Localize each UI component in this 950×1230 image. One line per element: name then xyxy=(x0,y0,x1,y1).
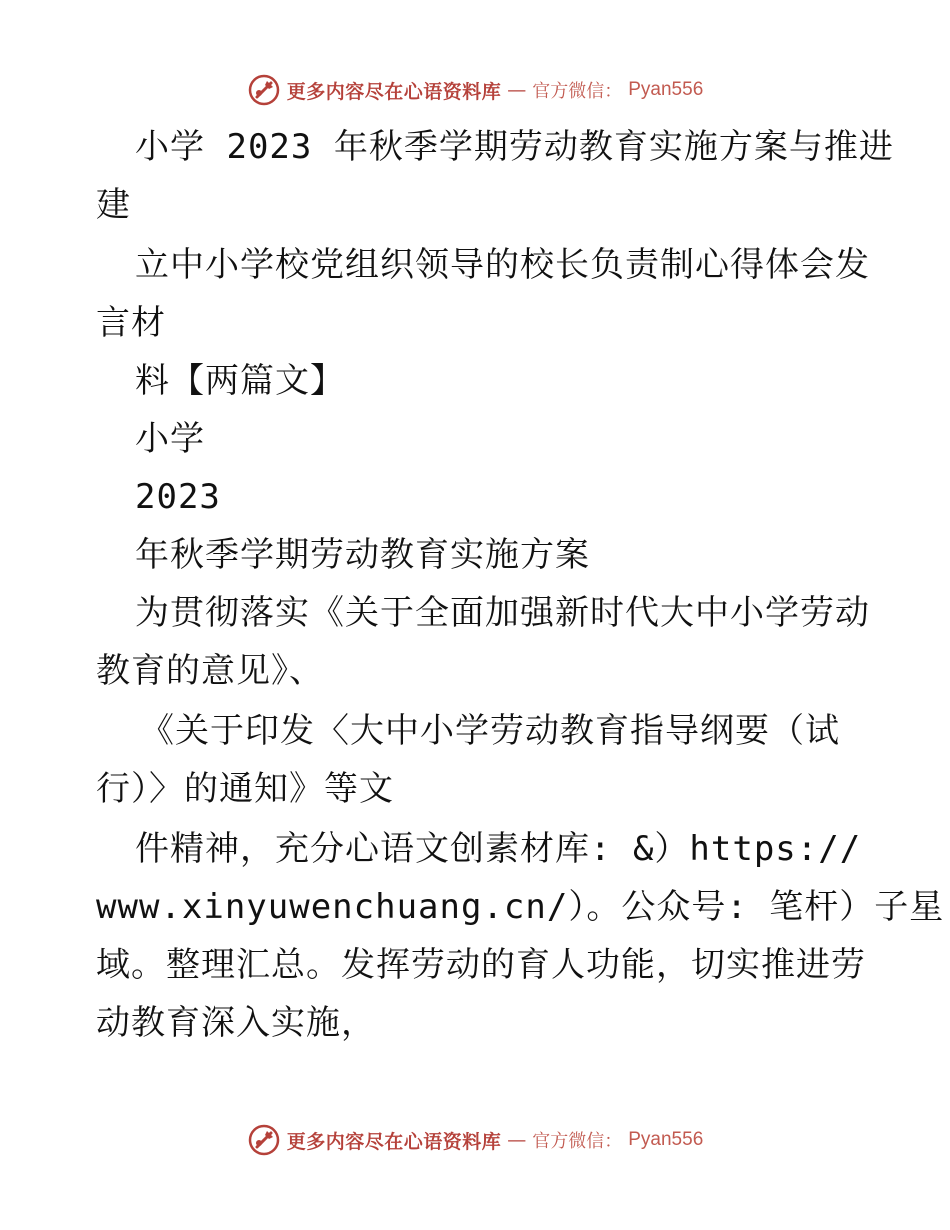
doc-line-8: 年秋季学期劳动教育实施方案 xyxy=(135,535,590,575)
doc-line-13: 件精神，充分心语文创素材库: &）https:// xyxy=(135,829,862,869)
wechat-label: 官方微信： xyxy=(532,1131,623,1152)
doc-line-6: 小学 xyxy=(135,419,205,459)
doc-line-16: 动教育深入实施， xyxy=(96,1003,376,1043)
doc-line-5: 料【两篇文】 xyxy=(135,361,345,401)
doc-line-7: 2023 xyxy=(135,477,221,517)
logo-icon xyxy=(247,1123,281,1157)
header-banner xyxy=(0,70,950,110)
doc-line-12: 行）〉的通知》等文 xyxy=(96,769,394,809)
doc-line-11: 《关于印发〈大中小学劳动教育指导纲要（试 xyxy=(140,711,840,751)
banner-text: 更多内容尽在心语资料库 xyxy=(286,80,502,103)
banner-separator: — xyxy=(507,1129,527,1151)
banner-separator: — xyxy=(507,79,527,101)
wechat-label: 官方微信： xyxy=(532,81,623,102)
doc-line-14: www.xinyuwenchuang.cn/）。公众号: 笔杆）子星 xyxy=(96,887,945,927)
banner-text: 更多内容尽在心语资料库 xyxy=(286,1130,502,1153)
wechat-id: Pyan556 xyxy=(628,79,704,100)
doc-line-2: 建 xyxy=(96,185,131,225)
logo-icon xyxy=(247,73,281,107)
doc-line-9: 为贯彻落实《关于全面加强新时代大中小学劳动 xyxy=(135,593,870,633)
doc-line-3: 立中小学校党组织领导的校长负责制心得体会发 xyxy=(135,245,870,285)
doc-line-15: 域。整理汇总。发挥劳动的育人功能，切实推进劳 xyxy=(96,945,866,985)
doc-line-10: 教育的意见》、 xyxy=(96,651,324,691)
doc-line-4: 言材 xyxy=(96,303,166,343)
footer-banner xyxy=(0,1120,950,1160)
doc-line-1: 小学 2023 年秋季学期劳动教育实施方案与推进 xyxy=(135,127,894,167)
wechat-id: Pyan556 xyxy=(628,1129,704,1150)
